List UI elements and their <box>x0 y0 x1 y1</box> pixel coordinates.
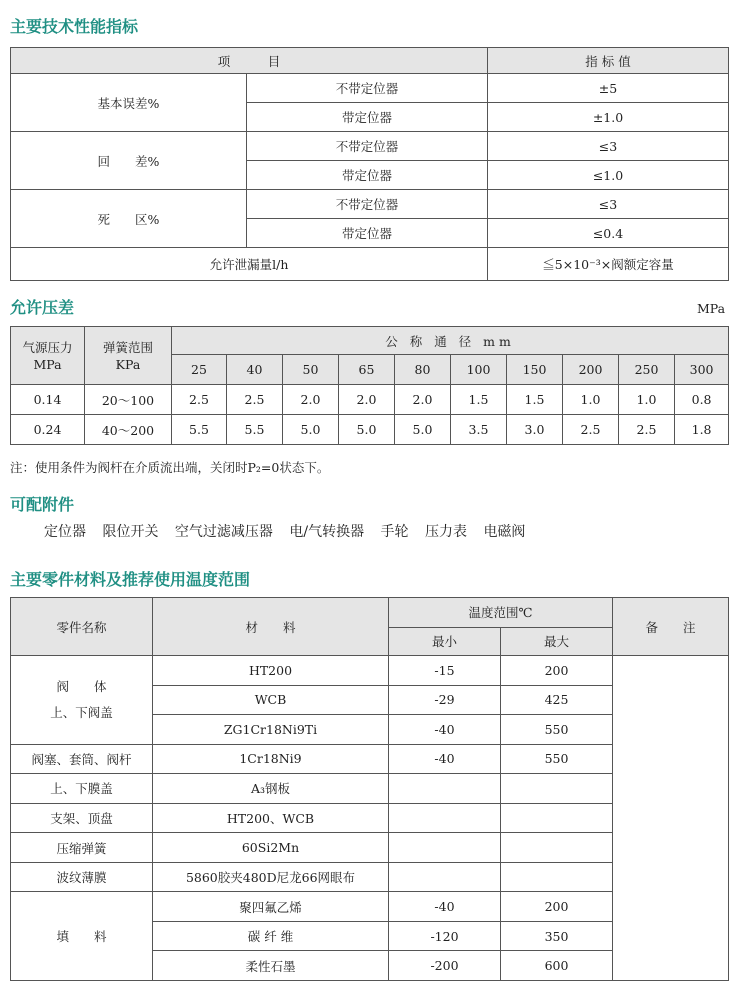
pressure-header-air-label: 气源压力 <box>22 339 73 355</box>
max-cell <box>501 833 613 863</box>
dp-cell: 2.5 <box>563 415 619 445</box>
max-cell <box>501 774 613 804</box>
materials-section-title: 主要零件材料及推荐使用温度范围 <box>10 570 251 589</box>
mat-body-group <box>11 656 153 745</box>
pressure-section-title: 允许压差 <box>10 298 75 317</box>
accessory-item: 电/气转换器 <box>289 524 365 540</box>
spring-cell: 20～100 <box>85 385 172 415</box>
pressure-header-spring <box>85 327 172 385</box>
max-cell: 425 <box>501 685 613 715</box>
min-cell: -29 <box>389 685 501 715</box>
accessories-list <box>44 521 537 541</box>
pressure-header-air-unit: MPa <box>33 356 62 372</box>
dn-cell: 80 <box>395 355 451 385</box>
dn-cell: 65 <box>339 355 395 385</box>
mat-cell: 碳 纤 维 <box>153 921 389 951</box>
dn-cell: 40 <box>227 355 283 385</box>
dp-cell: 3.0 <box>507 415 563 445</box>
accessory-item: 手轮 <box>380 524 409 540</box>
dp-cell: 1.8 <box>675 415 729 445</box>
mat-cell: 60Si2Mn <box>153 833 389 863</box>
min-cell: -120 <box>389 921 501 951</box>
dp-cell: 1.5 <box>507 385 563 415</box>
materials-table <box>10 597 729 981</box>
part-cell: 上、下膜盖 <box>11 774 153 804</box>
dp-cell: 1.0 <box>563 385 619 415</box>
mat-cell: HT200 <box>153 656 389 686</box>
mat-header-remark: 备 注 <box>613 598 729 656</box>
dn-cell: 200 <box>563 355 619 385</box>
accessory-item: 空气过滤减压器 <box>174 524 273 540</box>
spec-group-name: 死 区% <box>11 190 247 248</box>
spec-group-name: 回 差% <box>11 132 247 190</box>
dn-cell: 150 <box>507 355 563 385</box>
min-cell: -40 <box>389 892 501 922</box>
dn-cell: 300 <box>675 355 729 385</box>
mat-header-part: 零件名称 <box>11 598 153 656</box>
min-cell <box>389 833 501 863</box>
spec-cond: 带定位器 <box>247 161 488 190</box>
mat-cell: HT200、WCB <box>153 803 389 833</box>
mat-cell: 5860胶夹480D尼龙66网眼布 <box>153 862 389 892</box>
spec-val: ≤1.0 <box>488 161 729 190</box>
dp-cell: 5.0 <box>395 415 451 445</box>
pressure-note: 注：使用条件为阀杆在介质流出端，关闭时P₂=0状态下。 <box>10 460 330 475</box>
spec-header-value: 指 标 值 <box>488 48 729 74</box>
spec-cond: 不带定位器 <box>247 132 488 161</box>
max-cell: 200 <box>501 892 613 922</box>
min-cell <box>389 862 501 892</box>
remark-cell <box>613 656 729 981</box>
accessory-item: 压力表 <box>424 524 467 540</box>
spring-cell: 40～200 <box>85 415 172 445</box>
mat-header-min: 最小 <box>389 627 501 656</box>
mat-cell: 1Cr18Ni9 <box>153 744 389 774</box>
dp-cell: 2.5 <box>172 385 227 415</box>
mat-cell: ZG1Cr18Ni9Ti <box>153 715 389 745</box>
dp-cell: 2.5 <box>619 415 675 445</box>
max-cell: 200 <box>501 656 613 686</box>
spec-header-item: 项 目 <box>11 48 488 74</box>
min-cell: -40 <box>389 744 501 774</box>
dp-cell: 3.5 <box>451 415 507 445</box>
spec-group-name: 基本误差% <box>11 74 247 132</box>
max-cell: 550 <box>501 744 613 774</box>
spec-section-title: 主要技术性能指标 <box>10 17 139 36</box>
dp-cell: 5.5 <box>172 415 227 445</box>
spec-table <box>10 47 729 281</box>
mat-cell: 聚四氟乙烯 <box>153 892 389 922</box>
dp-cell: 0.8 <box>675 385 729 415</box>
pressure-unit: MPa <box>697 301 726 316</box>
min-cell <box>389 774 501 804</box>
pressure-header-dn: 公 称 通 径 mm <box>172 327 729 355</box>
mat-body-group-line: 阀 体 <box>56 678 107 694</box>
spec-val: ≤0.4 <box>488 219 729 248</box>
part-cell: 支架、顶盘 <box>11 803 153 833</box>
min-cell <box>389 803 501 833</box>
spec-val: ±5 <box>488 74 729 103</box>
pressure-header-spring-unit: KPa <box>115 356 141 372</box>
dp-cell: 5.5 <box>227 415 283 445</box>
spec-leak-label: 允许泄漏量l/h <box>11 248 488 281</box>
max-cell: 600 <box>501 951 613 981</box>
min-cell: -40 <box>389 715 501 745</box>
dp-cell: 5.0 <box>283 415 339 445</box>
spec-cond: 带定位器 <box>247 219 488 248</box>
max-cell: 350 <box>501 921 613 951</box>
max-cell <box>501 862 613 892</box>
part-cell: 阀塞、套筒、阀杆 <box>11 744 153 774</box>
max-cell: 550 <box>501 715 613 745</box>
mat-header-max: 最大 <box>501 627 613 656</box>
spec-cond: 不带定位器 <box>247 190 488 219</box>
dn-cell: 250 <box>619 355 675 385</box>
dp-cell: 1.0 <box>619 385 675 415</box>
pressure-header-air <box>11 327 85 385</box>
air-cell: 0.14 <box>11 385 85 415</box>
spec-val: ≤3 <box>488 132 729 161</box>
dp-cell: 2.5 <box>227 385 283 415</box>
dn-cell: 100 <box>451 355 507 385</box>
min-cell: -200 <box>389 951 501 981</box>
mat-packing-group: 填 料 <box>11 892 153 981</box>
accessory-item: 定位器 <box>44 524 86 540</box>
dp-cell: 2.0 <box>395 385 451 415</box>
spec-cond: 不带定位器 <box>247 74 488 103</box>
mat-cell: WCB <box>153 685 389 715</box>
dp-cell: 2.0 <box>283 385 339 415</box>
mat-body-group-line: 上、下阀盖 <box>50 704 113 720</box>
dn-cell: 25 <box>172 355 227 385</box>
mat-cell: A₃钢板 <box>153 774 389 804</box>
part-cell: 压缩弹簧 <box>11 833 153 863</box>
mat-header-temp: 温度范围℃ <box>389 598 613 628</box>
accessory-item: 限位开关 <box>102 524 159 540</box>
accessories-section-title: 可配附件 <box>10 495 75 514</box>
dp-cell: 5.0 <box>339 415 395 445</box>
dp-cell: 1.5 <box>451 385 507 415</box>
mat-header-material: 材 料 <box>153 598 389 656</box>
air-cell: 0.24 <box>11 415 85 445</box>
spec-val: ±1.0 <box>488 103 729 132</box>
part-cell: 波纹薄膜 <box>11 862 153 892</box>
spec-val: ≤3 <box>488 190 729 219</box>
pressure-table <box>10 326 729 445</box>
dp-cell: 2.0 <box>339 385 395 415</box>
pressure-header-spring-label: 弹簧范围 <box>102 339 153 355</box>
spec-cond: 带定位器 <box>247 103 488 132</box>
min-cell: -15 <box>389 656 501 686</box>
dn-cell: 50 <box>283 355 339 385</box>
accessory-item: 电磁阀 <box>483 524 526 540</box>
spec-leak-value: ≦5×10⁻³×阀额定容量 <box>488 248 729 281</box>
mat-cell: 柔性石墨 <box>153 951 389 981</box>
max-cell <box>501 803 613 833</box>
